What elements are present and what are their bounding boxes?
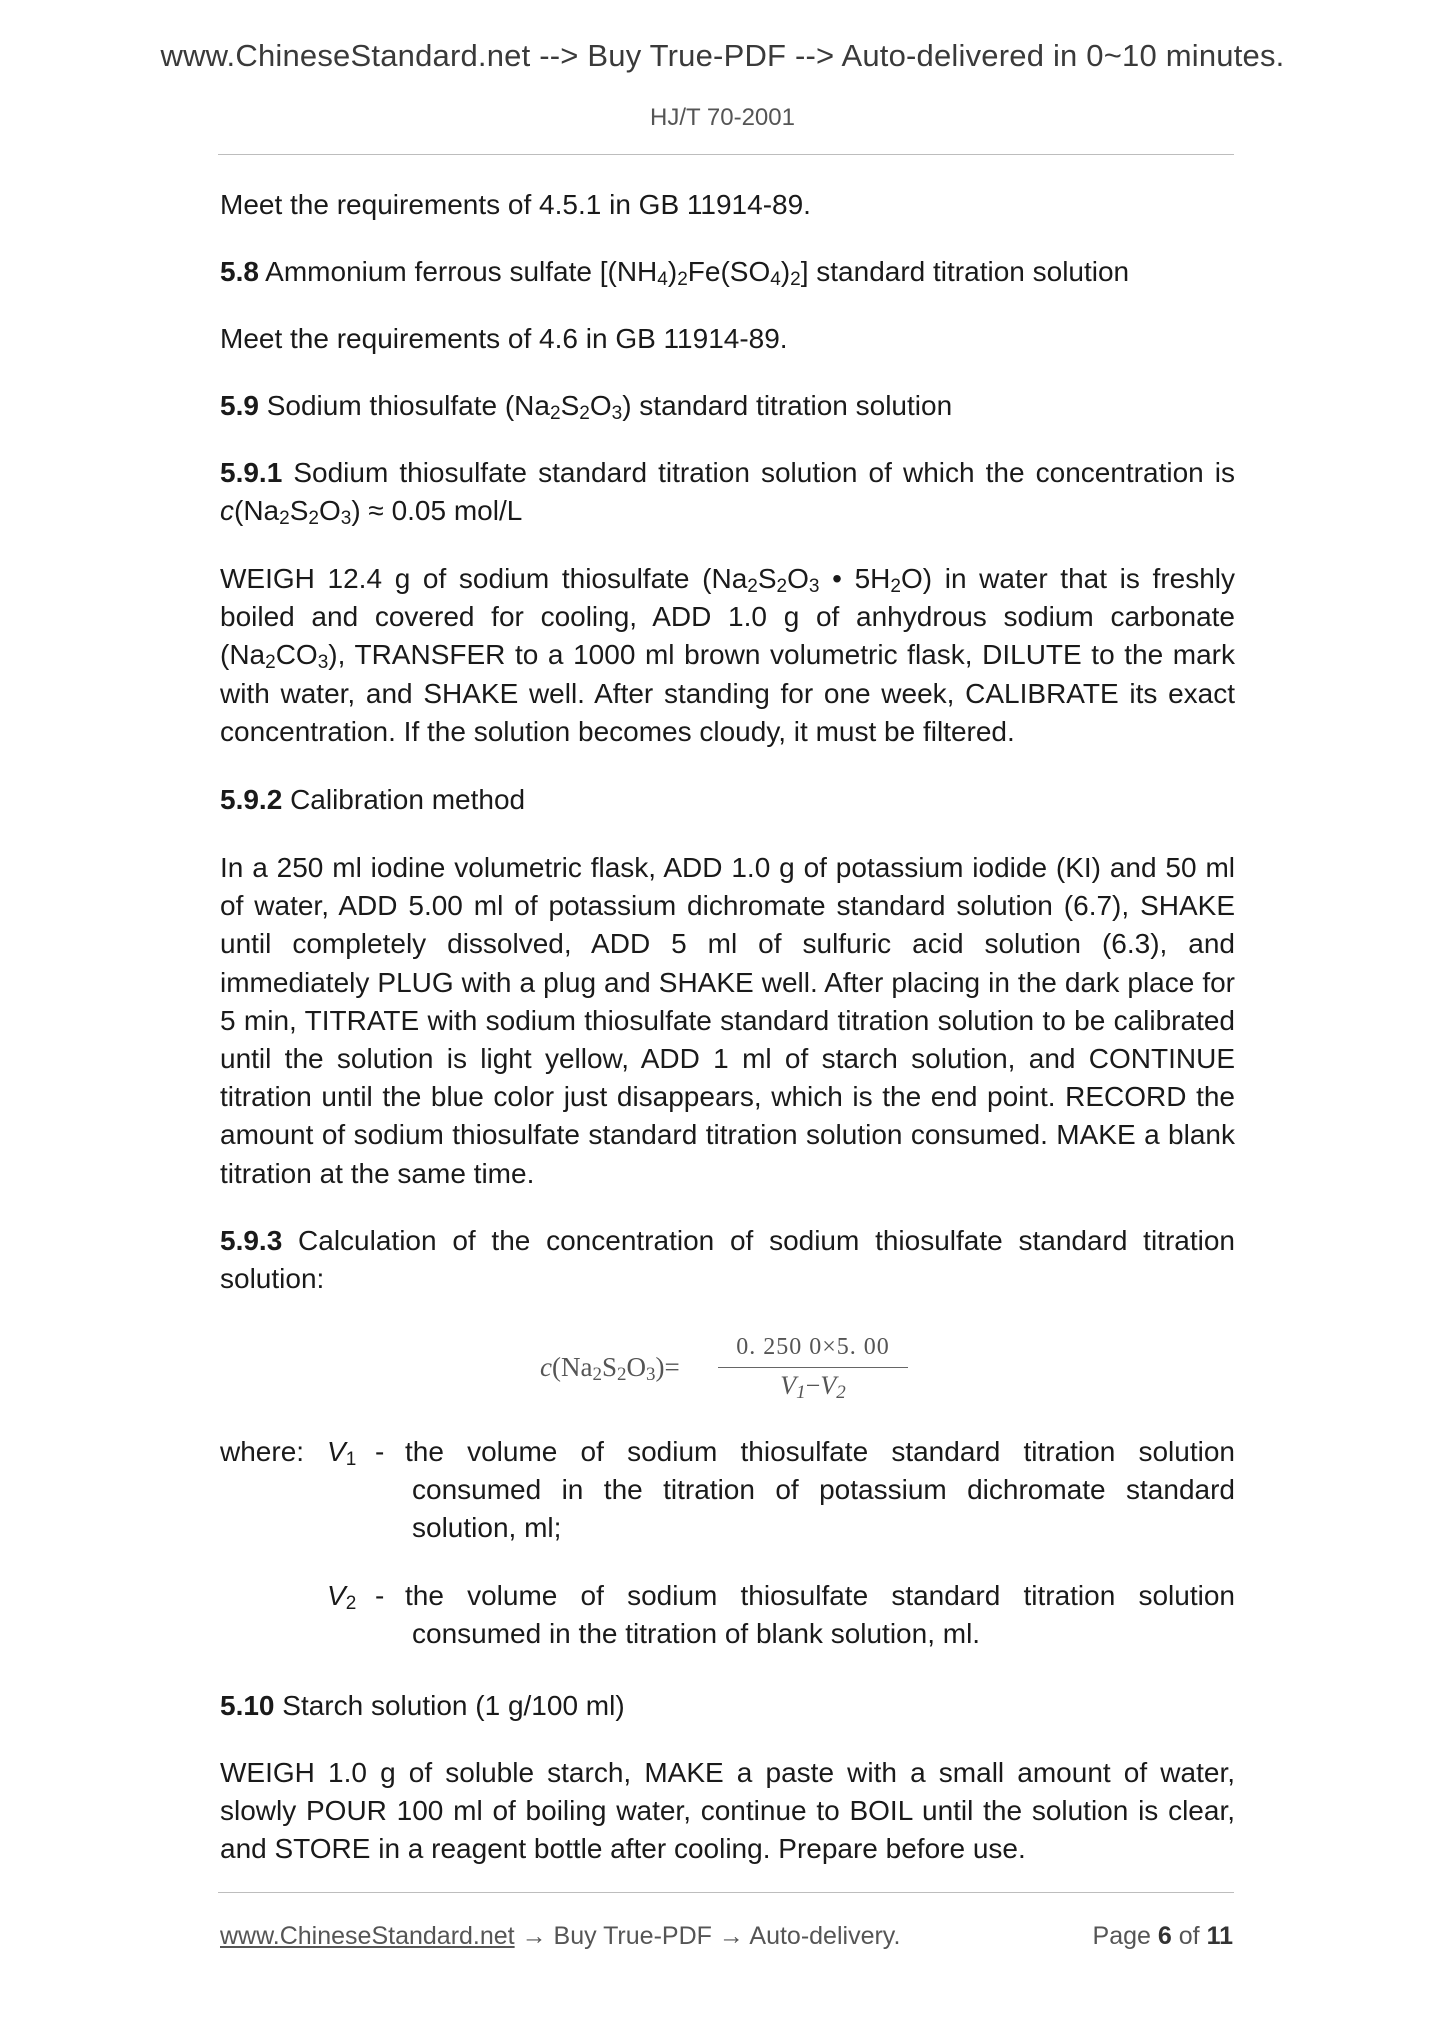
header-divider [218, 154, 1234, 155]
section-title-part: Sodium thiosulfate (Na [266, 390, 550, 421]
where-v1 [0, 1433, 1445, 1553]
concentration-symbol: c [220, 495, 234, 527]
text-part: • 5H [819, 563, 891, 594]
section-5-10-heading [220, 1687, 1235, 1725]
definition-v1: the volume of sodium thiosulfate standard titration solution consumed in the titration of potassium dichromate standard solution, ml; [405, 1436, 1235, 1544]
var-letter: V [327, 1436, 346, 1467]
formula-v2: V [820, 1371, 837, 1400]
fraction-bar [718, 1367, 908, 1368]
section-number: 5.10 [220, 1690, 275, 1721]
formula-lhs [540, 1352, 680, 1383]
document-number: HJ/T 70-2001 [650, 104, 795, 131]
formula-denominator [718, 1371, 908, 1401]
subscript: 2 [579, 403, 590, 424]
text-part: S [757, 563, 777, 594]
footer-divider [218, 1892, 1234, 1893]
section-5-9-heading [220, 387, 1235, 425]
section-title-part: S [560, 390, 580, 421]
paragraph-calibration: In a 250 ml iodine volumetric flask, ADD 1.0 g of potassium iodide (KI) and 50 ml of water, ADD 5.00 ml of potassium dichromate standard solution (6.7), SHAKE until completely dissolved, ADD 5 ml of sulfuric acid solution (6.3), and immediately PLUG with a plug and SHAKE well. After placing in the dark place for 5 min, TITRATE with sodium thiosulfate standard titration solution to be calibrated until the solution is light yellow, ADD 1 ml of starch solution, and CONTINUE titration until the blue color just disappears, which is the end point. RECORD the amount of sodium thiosulfate standard titration solution consumed. MAKE a blank titration at the same time. [220, 852, 1235, 1189]
subscript: 2 [345, 1593, 357, 1614]
section-5-8-heading [220, 253, 1235, 291]
subscript: 2 [890, 576, 901, 597]
section-number: 5.8 [220, 256, 259, 287]
formula-part: O [626, 1352, 646, 1382]
section-number: 5.9.3 [220, 1225, 283, 1256]
subscript: 4 [770, 269, 781, 290]
section-title-part: Fe(SO [687, 256, 771, 287]
subscript: 3 [808, 576, 820, 597]
text-part: O [787, 563, 809, 594]
where-label: where: [220, 1436, 305, 1467]
section-5-9-2-heading [220, 781, 1235, 819]
page-total: 11 [1206, 1922, 1233, 1950]
formula-part: )= [655, 1352, 680, 1382]
text-part: CO [275, 639, 318, 671]
section-5-9-3-heading [220, 1222, 1235, 1298]
section-title: Starch solution (1 g/100 ml) [282, 1690, 625, 1721]
section-title-part: ) [667, 256, 678, 287]
formula-c: c [540, 1352, 552, 1382]
formula-minus: − [805, 1371, 821, 1400]
text-part: S [289, 495, 309, 527]
section-number: 5.9.1 [220, 457, 283, 488]
text-part: O) in water that is freshly boiled and covered for cooling, ADD 1.0 g of anhydrous sodium carbonate (Na [220, 563, 1236, 671]
subscript: 3 [317, 652, 329, 674]
page-indicator [1093, 1922, 1233, 1951]
section-title-part: ) [780, 256, 791, 287]
subscript: 2 [836, 1382, 846, 1403]
formula-fraction [718, 1334, 908, 1401]
subscript: 2 [677, 269, 688, 290]
subscript: 2 [549, 403, 561, 424]
variable-v2 [327, 1577, 356, 1615]
footer-text: → Buy True-PDF → Auto-delivery. [514, 1922, 901, 1950]
section-title: Calibration method [290, 784, 526, 815]
subscript: 3 [611, 403, 623, 424]
subscript: 2 [265, 652, 276, 674]
paragraph-starch: WEIGH 1.0 g of soluble starch, MAKE a paste with a small amount of water, slowly POUR 100 ml of boiling water, continue to BOIL until the solution is clear, and STORE in a reagent bottle after cooling. Prepare before use. [220, 1757, 1235, 1865]
top-banner: www.ChineseStandard.net --> Buy True-PDF --> Auto-delivered in 0~10 minutes. [160, 38, 1285, 73]
subscript: 1 [796, 1382, 806, 1403]
section-title-part: ) standard titration solution [622, 390, 953, 421]
page-number: 6 [1157, 1922, 1172, 1950]
text-part: Sodium thiosulfate standard titration solution of which the concentration is [293, 457, 1236, 488]
definition-v2: the volume of sodium thiosulfate standard titration solution consumed in the titration of blank solution, ml. [405, 1580, 1235, 1650]
paragraph-meet-46: Meet the requirements of 4.6 in GB 11914-89. [220, 323, 788, 354]
subscript: 4 [657, 269, 668, 290]
dash: - [375, 1580, 385, 1611]
variable-v1 [327, 1433, 356, 1471]
subscript: 2 [308, 508, 319, 530]
footer-link[interactable]: www.ChineseStandard.net [220, 1922, 515, 1950]
formula-numerator: 0. 250 0×5. 00 [736, 1334, 890, 1360]
subscript: 1 [345, 1449, 357, 1470]
var-letter: V [327, 1580, 346, 1611]
section-5-9-1 [220, 454, 1235, 530]
subscript: 3 [340, 508, 352, 530]
text-part: ) ≈ 0.05 mol/L [351, 495, 523, 527]
section-number: 5.9.2 [220, 784, 283, 815]
section-title-part: O [589, 390, 612, 421]
subscript: 2 [617, 1364, 627, 1385]
section-title-part: Ammonium ferrous sulfate [(NH [265, 256, 658, 287]
formula-part: S [601, 1352, 617, 1382]
subscript: 3 [646, 1364, 656, 1385]
section-title-part: ] standard titration solution [800, 256, 1130, 287]
where-v2 [0, 1577, 1445, 1657]
paragraph-meet-451: Meet the requirements of 4.5.1 in GB 11914-89. [220, 189, 811, 220]
text-part: WEIGH 12.4 g of sodium thiosulfate (Na [220, 563, 748, 594]
subscript: 2 [747, 576, 758, 597]
paragraph-weigh-thiosulfate [220, 560, 1235, 751]
text-part: O [318, 495, 341, 527]
page-label: Page [1092, 1922, 1151, 1950]
section-number: 5.9 [220, 390, 259, 421]
of-label: of [1178, 1922, 1200, 1950]
dash: - [375, 1436, 385, 1467]
formula-v1: V [780, 1371, 797, 1400]
subscript: 2 [592, 1364, 602, 1385]
subscript: 2 [790, 269, 801, 290]
concentration-formula [540, 1334, 920, 1404]
section-title: Calculation of the concentration of sodium thiosulfate standard titration solution: [220, 1225, 1236, 1295]
subscript: 2 [776, 576, 788, 597]
text-part: (Na [234, 495, 280, 527]
subscript: 2 [279, 508, 290, 530]
footer-promo [220, 1922, 900, 1951]
formula-part: (Na [551, 1352, 593, 1382]
text-part: ), TRANSFER to a 1000 ml brown volumetric flask, DILUTE to the mark with water, and SHAKE well. After standing for one week, CALIBRATE its exact concentration. If the solution becomes cloudy, it must be filtered. [220, 639, 1235, 747]
